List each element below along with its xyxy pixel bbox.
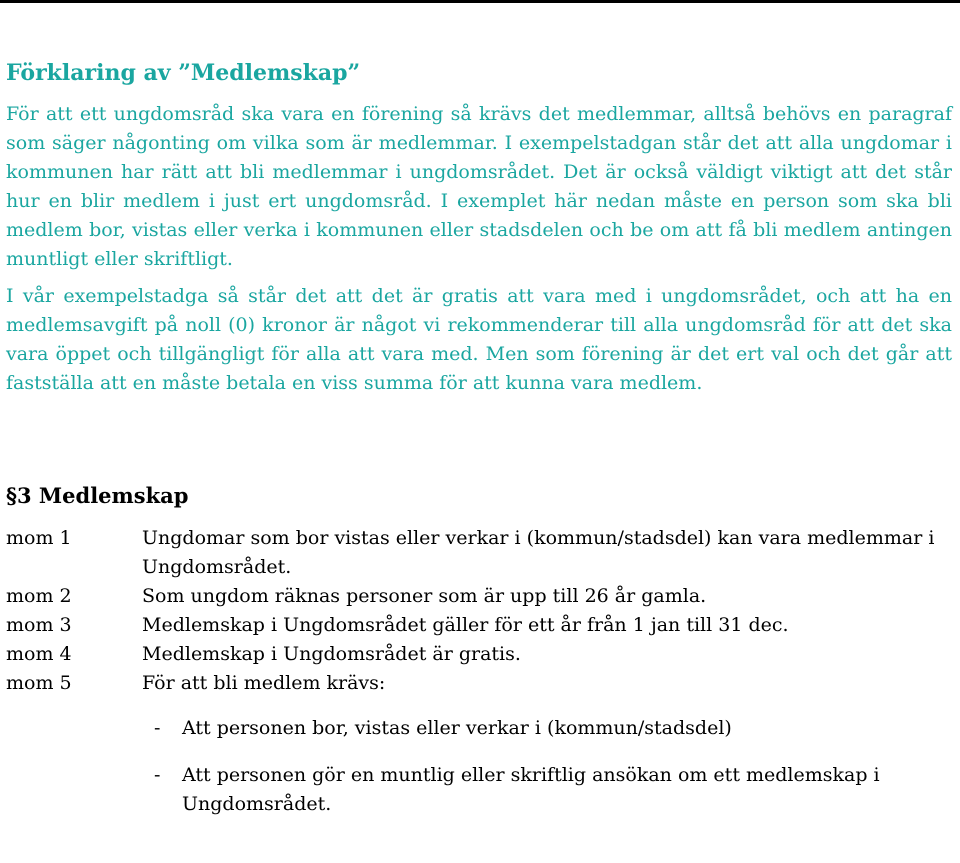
mom-label: mom 3 [6, 614, 72, 636]
explanation-box [6, 58, 952, 406]
explanation-heading: Förklaring av ”Medlemskap” [6, 60, 361, 86]
mom-label: mom 4 [6, 643, 72, 665]
top-rule [0, 0, 960, 3]
mom-text: För att bli medlem krävs: [142, 672, 386, 694]
explanation-paragraph-2: I vår exempelstadga så står det att det är gratis att vara med i ungdomsrådet, och att ha en medlemsavgift på noll (0) kronor är något vi rekommenderar till alla ungdomsråd för att det ska vara öppet och tillgängligt för alla att vara med. Men som förening är det ert val och det går att fastställa att en måste betala en viss summa för att kunna vara medlem. [6, 285, 952, 394]
mom-row-5 [6, 669, 952, 698]
mom-label: mom 2 [6, 585, 72, 607]
requirements-list [142, 714, 952, 819]
list-item-text: Att personen bor, vistas eller verkar i (kommun/stadsdel) [182, 717, 732, 739]
mom-row-4 [6, 640, 952, 669]
dash-marker: - [154, 764, 161, 786]
mom-row-3 [6, 611, 952, 640]
dash-marker: - [154, 717, 161, 739]
mom-row-2 [6, 582, 952, 611]
explanation-paragraph-1: För att ett ungdomsråd ska vara en förening så krävs det medlemmar, alltså behövs en paragraf som säger någonting om vilka som är medlemmar. I exempelstadgan står det att alla ungdomar i kommunen har rätt att bli medlemmar i ungdomsrådet. Det är också väldigt viktigt att det står hur en blir medlem i just ert ungdomsråd. I exemplet här nedan måste en person som ska bli medlem bor, vistas eller verka i kommunen eller stadsdelen och be om att få bli medlem antingen muntligt eller skriftligt. [6, 103, 952, 270]
mom-text: Medlemskap i Ungdomsrådet gäller för ett år från 1 jan till 31 dec. [142, 614, 789, 636]
section-heading: §3 Medlemskap [6, 483, 189, 508]
list-item [142, 714, 952, 743]
mom-label: mom 1 [6, 527, 72, 549]
mom-text: Ungdomar som bor vistas eller verkar i (kommun/stadsdel) kan vara medlemmar i Ungdomsrådet. [142, 527, 935, 578]
membership-section [6, 480, 952, 837]
mom-row-1 [6, 524, 952, 582]
mom-label: mom 5 [6, 672, 72, 694]
list-item [142, 761, 952, 819]
list-item-text: Att personen gör en muntlig eller skriftlig ansökan om ett medlemskap i Ungdomsrådet. [182, 764, 880, 815]
mom-text: Som ungdom räknas personer som är upp till 26 år gamla. [142, 585, 707, 607]
mom-text: Medlemskap i Ungdomsrådet är gratis. [142, 643, 521, 665]
